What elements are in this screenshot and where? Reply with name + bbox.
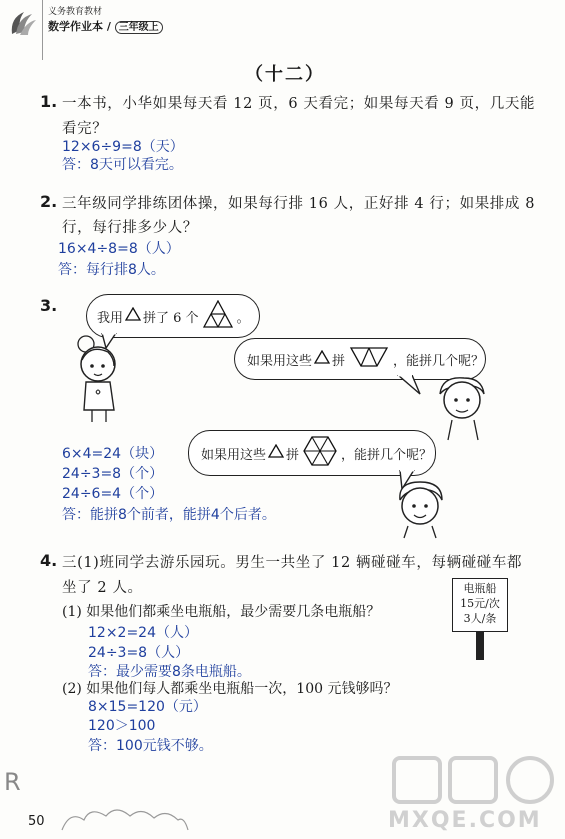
grade-label: 三年级上: [115, 21, 163, 34]
page-number: 50: [28, 814, 45, 829]
bubble3-end: ，能拼几个呢？: [341, 447, 433, 463]
bubble1-end: 。: [236, 310, 250, 326]
q4-sub1-work-1: 12×2=24（人）: [88, 625, 198, 641]
triangle-icon: [268, 444, 284, 462]
boy-illustration-1: [430, 372, 500, 442]
corner-letter-mark: R: [4, 768, 21, 796]
q3-number: 3.: [40, 296, 58, 315]
sign-capacity: 3人/条: [463, 612, 497, 625]
q2-number: 2.: [40, 192, 58, 211]
q4-text-line2: 坐了 2 人。: [62, 580, 143, 596]
header-divider: [42, 0, 43, 60]
publisher-logo: [6, 4, 40, 44]
q4-sub2-work-2: 120＞100: [88, 718, 156, 734]
triangle-icon: [125, 307, 141, 325]
bubble1-mid: 拼了 6 个: [143, 310, 199, 326]
q3-answer: 答：能拼8个前者，能拼4个后者。: [62, 507, 276, 523]
girl-illustration: [62, 330, 132, 425]
q1-text-line1: 一本书，小华如果每天看 12 页，6 天看完；如果每天看 9 页，几天能: [62, 96, 536, 112]
triangle-icon: [314, 350, 330, 368]
sign-post: [476, 632, 484, 660]
bubble2-end: ，能拼几个呢？: [393, 353, 485, 369]
q1-number: 1.: [40, 92, 58, 111]
q3-work-1: 6×4=24（块）: [62, 446, 164, 462]
q4-text-line1: 三(1)班同学去游乐园玩。男生一共坐了 12 辆碰碰车，每辆碰碰车都: [62, 555, 523, 571]
q3-work-2: 24÷3=8（个）: [62, 466, 164, 482]
q4-sub1-work-2: 24÷3=8（人）: [88, 645, 190, 661]
q4-number: 4.: [40, 551, 58, 570]
bubble2-prefix: 如果用这些: [247, 353, 313, 369]
q1-answer: 答：8天可以看完。: [62, 157, 183, 173]
bubble3-mid: 拼: [286, 447, 300, 463]
section-title: （十二）: [245, 64, 325, 85]
bubble3-prefix: 如果用这些: [201, 447, 267, 463]
q2-text-line2: 行，每行排多少人？: [62, 220, 198, 236]
book-name: 数学作业本: [48, 20, 103, 33]
trapezoid-icon: [349, 346, 389, 372]
sign-title: 电瓶船: [463, 582, 497, 595]
q4-sub1-question: (1) 如果他们都乘坐电瓶船，最少需要几条电瓶船？: [62, 604, 381, 620]
q3-work-3: 24÷6=4（个）: [62, 486, 164, 502]
watermark-text: MXQE.COM: [388, 808, 542, 833]
bubble2-tail: [396, 375, 422, 395]
q4-sub2-answer: 答：100元钱不够。: [88, 738, 213, 754]
q2-text-line1: 三年级同学排练团体操，如果每行排 16 人，正好排 4 行；如果排成 8: [62, 196, 536, 212]
q2-work: 16×4÷8=8（人）: [58, 241, 180, 257]
sign-price: 15元/次: [460, 597, 500, 610]
series-label: 义务教育教材: [48, 7, 103, 17]
watermark-logo: [388, 752, 560, 808]
q4-sub2-question: (2) 如果他们每人都乘坐电瓶船一次，100 元钱够吗？: [62, 681, 398, 697]
boy-illustration-2: [392, 478, 452, 540]
q1-work: 12×6÷9=8（天）: [62, 139, 184, 155]
big-triangle-icon: [203, 300, 233, 332]
q4-sub2-work-1: 8×15=120（元）: [88, 699, 207, 715]
sign-board: [452, 578, 508, 632]
q1-text-line2: 看完？: [62, 121, 108, 137]
hexagon-icon: [303, 435, 337, 471]
boat-price-sign: [452, 578, 510, 660]
bubble1-prefix: 我用: [97, 310, 124, 326]
book-title: 数学作业本 / 三年级上: [48, 18, 163, 34]
footer-cloud-decoration: [60, 802, 190, 832]
bubble2-mid: 拼: [332, 353, 346, 369]
q2-answer: 答：每行排8人。: [58, 262, 165, 278]
q4-sub1-answer: 答：最少需要8条电瓶船。: [88, 664, 251, 680]
